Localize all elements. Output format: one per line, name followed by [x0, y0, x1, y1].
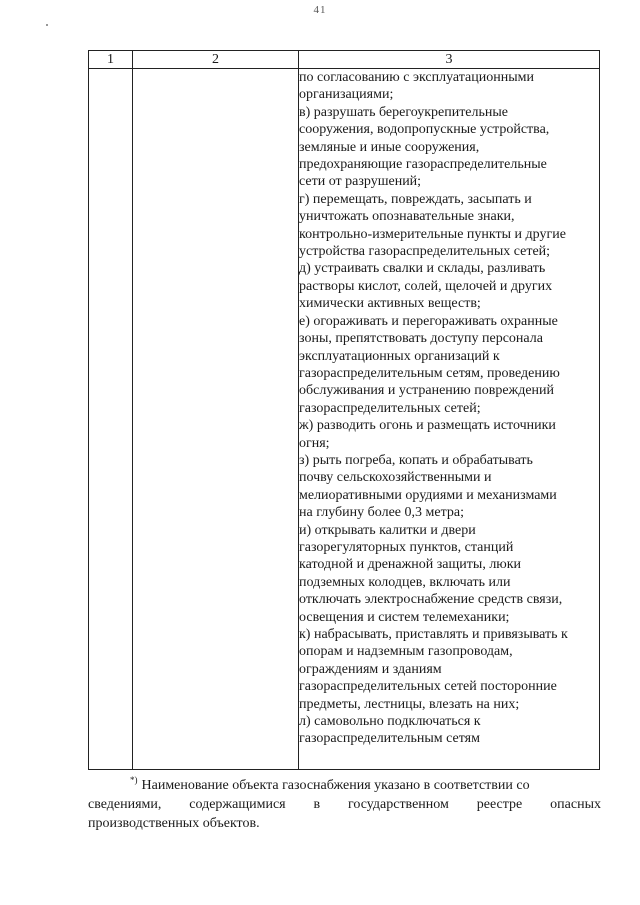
text-line: подземных колодцев, включать или: [299, 574, 511, 590]
text-line: организациями;: [299, 87, 394, 103]
text-line: контрольно-измерительные пункты и другие: [299, 226, 566, 242]
text-line: газорегуляторных пунктов, станций: [299, 539, 514, 555]
text-line: огня;: [299, 435, 330, 451]
text-line: опорам и надземным газопроводам,: [299, 644, 513, 660]
footnote-word: государственном: [348, 797, 449, 812]
document-table: [88, 50, 600, 770]
text-line: по согласованию с эксплуатационными: [299, 70, 534, 85]
table-cell-column-1: [89, 69, 133, 770]
footnote-line-3: производственных объектов.: [88, 816, 260, 831]
text-line: газораспределительным сетям, проведению: [299, 365, 560, 381]
text-line: газораспределительных сетей посторонние: [299, 679, 557, 695]
text-line: газораспределительных сетей;: [299, 400, 481, 416]
footnote-word: в: [313, 797, 321, 812]
text-line: устройства газораспределительных сетей;: [299, 244, 551, 260]
text-line: д) устраивать свалки и склады, разливать: [299, 261, 546, 277]
text-line: з) рыть погреба, копать и обрабатывать: [299, 452, 533, 468]
table-row: [89, 69, 600, 770]
column-header-3: 3: [299, 51, 600, 69]
text-line: почву сельскохозяйственными и: [299, 470, 492, 486]
text-line: предметы, лестницы, влезать на них;: [299, 696, 520, 712]
text-line: катодной и дренажной защиты, люки: [299, 557, 522, 573]
footnote-word: реестре: [476, 797, 523, 812]
text-line: уничтожать опознавательные знаки,: [299, 209, 515, 225]
text-line: мелиоративными орудиями и механизмами: [299, 487, 557, 503]
footnote-text-1: Наименование объекта газоснабжения указано в соответствии со: [141, 778, 530, 793]
table-header-row: [89, 51, 600, 69]
footnote-word: опасных: [550, 797, 601, 812]
text-line: освещения и систем телемеханики;: [299, 609, 510, 625]
column-header-2: 2: [133, 51, 299, 69]
footnote-marker: *): [130, 775, 138, 786]
text-line: зоны, препятствовать доступу персонала: [299, 331, 543, 347]
footnote: [88, 776, 601, 833]
text-line: сети от разрушений;: [299, 174, 422, 190]
text-line: к) набрасывать, приставлять и привязывать к: [299, 627, 568, 642]
text-line: е) огораживать и перегораживать охранные: [299, 313, 558, 329]
text-line: л) самовольно подключаться к: [299, 714, 481, 730]
text-line: растворы кислот, солей, щелочей и других: [299, 278, 553, 294]
text-line: ограждениям и зданиям: [299, 661, 442, 677]
footnote-line-1: [88, 776, 601, 795]
footnote-word: содержащимися: [189, 797, 286, 812]
text-line: обслуживания и устранению повреждений: [299, 383, 555, 399]
footnote-line-2: [88, 795, 601, 814]
text-line: предохраняющие газораспределительные: [299, 157, 547, 173]
text-line: газораспределительным сетям: [299, 731, 480, 747]
text-line: химически активных веществ;: [299, 296, 481, 312]
text-line: на глубину более 0,3 метра;: [299, 505, 464, 521]
page-number: 41: [313, 4, 327, 16]
column-header-1: 1: [89, 51, 133, 69]
text-line: ж) разводить огонь и размещать источники: [299, 418, 556, 434]
text-line: в) разрушать берегоукрепительные: [299, 104, 509, 120]
text-line: сооружения, водопропускные устройства,: [299, 122, 550, 138]
table-cell-column-3: [299, 69, 600, 770]
text-line: отключать электроснабжение средств связи,: [299, 592, 563, 608]
text-line: земляные и иные сооружения,: [299, 139, 480, 155]
table-cell-column-2: [133, 69, 299, 770]
text-line: и) открывать калитки и двери: [299, 522, 476, 538]
text-line: эксплуатационных организаций к: [299, 348, 500, 364]
text-line: г) перемещать, повреждать, засыпать и: [299, 191, 532, 207]
footnote-word: сведениями,: [88, 797, 162, 812]
scan-speck: [46, 24, 48, 26]
